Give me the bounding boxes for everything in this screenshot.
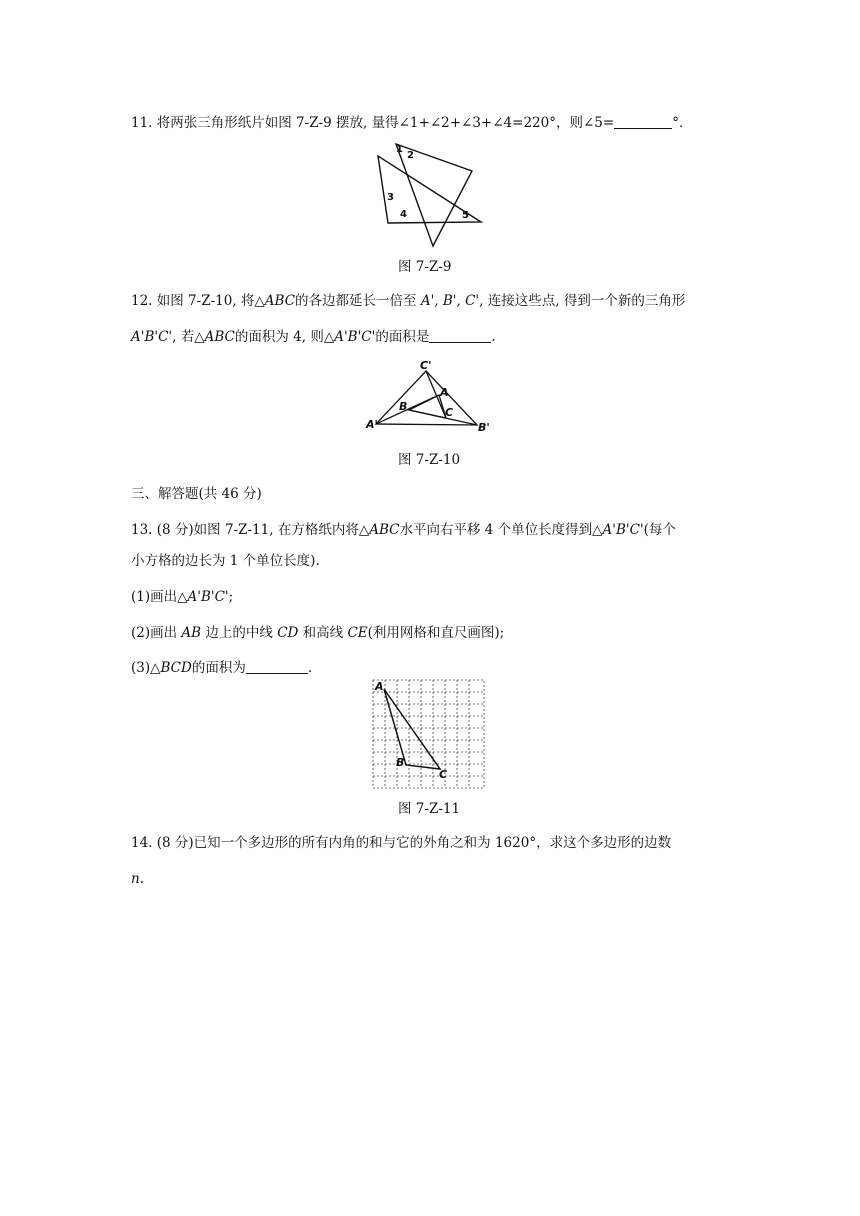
figure-7-z-11 xyxy=(372,679,486,791)
q11-answer-blank[interactable] xyxy=(614,114,672,129)
q11-end: °． xyxy=(672,115,693,131)
q13-p2-b: AB xyxy=(181,625,202,641)
fig10-label-a: A xyxy=(440,386,449,399)
q12-line1 xyxy=(131,292,685,310)
q13-line1 xyxy=(131,521,676,539)
q13-p3-b: BCD xyxy=(160,660,192,676)
q13-p3-a: (3)△ xyxy=(131,660,161,676)
fig10-ext-a xyxy=(376,395,439,424)
q12-l2-f: 的面积是 xyxy=(375,329,430,345)
fig10-label-b-prime: B' xyxy=(478,421,490,434)
q13-p3-d: . xyxy=(307,660,313,676)
q12-l2-d: 的面积为 4, 则△ xyxy=(234,329,335,345)
fig9-label-1: 2 xyxy=(407,150,414,161)
fig10-label-c: C xyxy=(445,406,454,419)
q13-part1 xyxy=(131,588,233,606)
q13-caption: 图 7-Z-11 xyxy=(398,801,461,817)
q12-l2-b: , 若△ xyxy=(172,329,205,345)
fig9-label-5: 5 xyxy=(462,210,469,221)
q11-text xyxy=(131,114,692,132)
q14-line1: 14. (8 分)已知一个多边形的所有内角的和与它的外角之和为 1620°，求这个多边形的边数 xyxy=(131,835,672,851)
q13-l1-e: (每个 xyxy=(643,522,676,538)
q13-line2: 小方格的边长为 1 个单位长度). xyxy=(131,553,320,569)
q13-p1-c: ; xyxy=(228,589,234,605)
q13-p2-c: 边上的中线 xyxy=(201,625,278,641)
q11-stem: 11. 将两张三角形纸片如图 7-Z-9 摆放, 量得∠1+∠2+∠3+∠4=220°，则∠5= xyxy=(131,115,615,131)
q12-answer-blank[interactable] xyxy=(429,328,491,343)
q13-p2-a: (2)画出 xyxy=(131,625,182,641)
q12-l1-b: ABC xyxy=(264,293,296,309)
fig11-triangle-abc xyxy=(384,689,440,769)
fig10-label-a-prime: A' xyxy=(366,418,378,431)
q13-part3 xyxy=(131,659,312,677)
q13-p1-a: (1)画出△ xyxy=(131,589,188,605)
fig9-label-4: 4 xyxy=(400,209,407,220)
fig9-label-3: 3 xyxy=(387,192,394,203)
q12-caption: 图 7-Z-10 xyxy=(398,452,461,468)
q13-l1-b: ABC xyxy=(369,522,400,538)
fig10-label-b: B xyxy=(399,400,408,413)
q13-p1-b: A'B'C' xyxy=(187,589,229,605)
fig11-label-a: A xyxy=(375,680,384,693)
q12-l1-a: 12. 如图 7-Z-10, 将△ xyxy=(131,293,265,309)
q13-p2-e: 和高线 xyxy=(298,625,348,641)
figure-7-z-10 xyxy=(366,358,496,438)
q13-p2-g: (利用网格和直尺画图); xyxy=(367,625,505,641)
q12-l1-d: A', B', C' xyxy=(420,293,480,309)
fig11-label-c: C xyxy=(439,768,448,781)
q12-l1-e: , 连接这些点, 得到一个新的三角形 xyxy=(479,293,686,309)
section-3-heading: 三、解答题(共 46 分) xyxy=(131,486,262,502)
q13-l1-c: 水平向右平移 4 个单位长度得到△ xyxy=(399,522,603,538)
q12-line2 xyxy=(131,328,496,346)
q12-l2-e: A'B'C' xyxy=(334,329,376,345)
q12-l2-a: A'B'C' xyxy=(131,329,173,345)
q13-p2-d: CD xyxy=(277,625,299,641)
q12-l2-c: ABC xyxy=(204,329,235,345)
q14-line2: n. xyxy=(131,871,144,887)
q13-answer-blank[interactable] xyxy=(246,659,308,674)
fig11-label-b: B xyxy=(396,756,405,769)
q13-part2 xyxy=(131,624,504,642)
q13-p2-f: CE xyxy=(347,625,368,641)
figure-7-z-9 xyxy=(370,140,490,250)
q13-p3-c: 的面积为 xyxy=(191,660,246,676)
q13-l1-d: A'B'C' xyxy=(602,522,644,538)
q12-l2-g: . xyxy=(491,329,496,345)
q12-l1-c: 的各边都延长一倍至 xyxy=(295,293,421,309)
q11-caption: 图 7-Z-9 xyxy=(398,259,452,275)
fig10-label-c-prime: C' xyxy=(420,359,432,372)
fig9-label-2: 1 xyxy=(396,144,403,155)
q13-l1-a: 13. (8 分)如图 7-Z-11, 在方格纸内将△ xyxy=(131,522,370,538)
